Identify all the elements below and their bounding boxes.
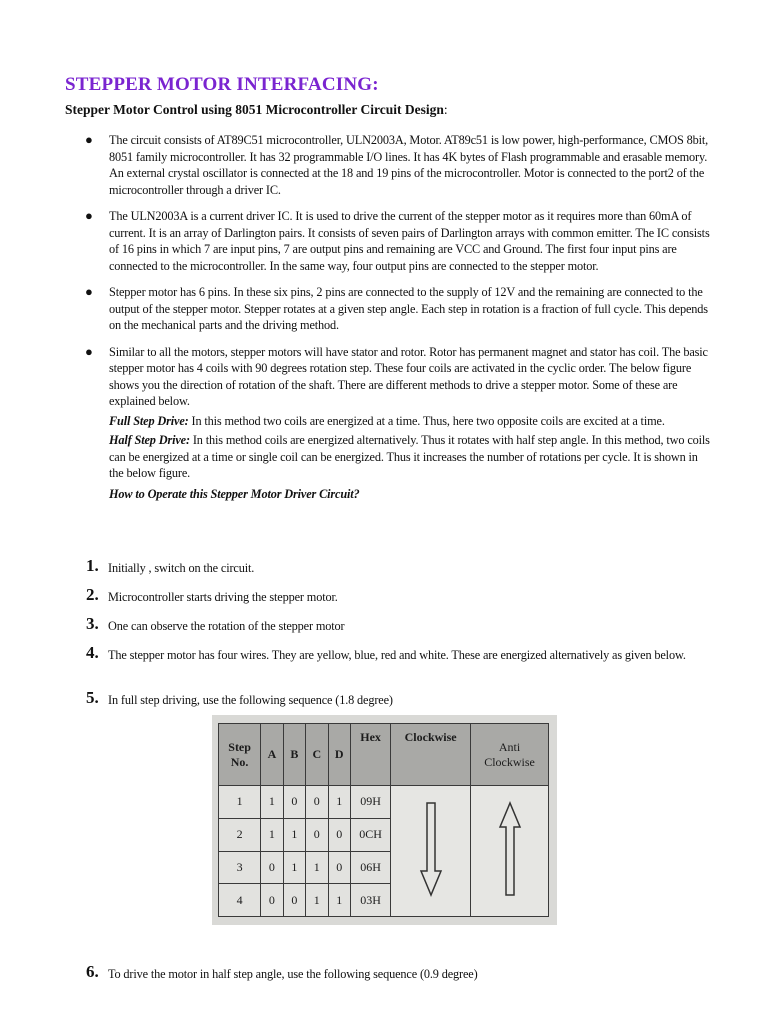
list-item — [85, 284, 710, 334]
cell-b: 1 — [283, 851, 305, 884]
step-number: 5. — [86, 688, 99, 707]
cell-step: 4 — [219, 884, 261, 917]
bullet-block — [109, 344, 710, 503]
full-step-paragraph — [109, 413, 710, 430]
cell-step: 3 — [219, 851, 261, 884]
bullet-text: The circuit consists of AT89C51 microcontroller, ULN2003A, Motor. AT89c51 is low power, high-performance, CMOS 8bit, 8051 family microcontroller. It has 32 programmable I/O lines. It has 4K bytes of Flash programmable and erasable memory. An external crystal oscillator is connected at the 18 and 19 pins of the microcontroller. Motor is connected to the port2 of the microcontroller through a driver IC. — [109, 133, 709, 197]
cell-b: 1 — [283, 818, 305, 851]
cell-hex: 03H — [350, 884, 390, 917]
anti-clockwise-arrow-cell — [471, 786, 549, 917]
list-item — [86, 614, 716, 643]
full-step-sequence-table — [218, 723, 549, 917]
cell-c: 0 — [306, 818, 328, 851]
list-item — [86, 643, 716, 688]
list-item — [86, 688, 716, 717]
step-number: 6. — [86, 962, 99, 981]
header-clockwise: Clockwise — [391, 724, 471, 786]
sequence-table-image — [212, 715, 557, 925]
step-text: Microcontroller starts driving the stepper motor. — [108, 590, 338, 604]
list-item — [86, 556, 716, 585]
down-arrow-icon — [419, 801, 443, 897]
cell-a: 0 — [261, 851, 283, 884]
half-step-text: In this method coils are energized alternatively. Thus it rotates with half step angle. In this method, two coils can be energized at a time or single coil can be energized. Thus it increases the number of rotations per cycle. It is shown in the below figure. — [109, 433, 710, 480]
subtitle-colon: : — [443, 102, 448, 117]
bullet-icon: ● — [85, 343, 93, 359]
step-number: 3. — [86, 614, 99, 633]
cell-d: 1 — [328, 786, 350, 819]
step-text: In full step driving, use the following sequence (1.8 degree) — [108, 693, 393, 707]
cell-b: 0 — [283, 884, 305, 917]
list-item — [85, 344, 710, 503]
bullet-icon: ● — [85, 208, 93, 223]
cell-d: 0 — [328, 818, 350, 851]
header-b: B — [283, 724, 305, 786]
step-text: Initially , switch on the circuit. — [108, 561, 255, 575]
bullet-text: Stepper motor has 6 pins. In these six pins, 2 pins are connected to the supply of 12V and the remaining are connected to the output of the stepper motor. Stepper rotates at a given step angle. Each step in rotation is a fraction of full cycle. This depends on the mechanical parts and the driving method. — [109, 285, 708, 332]
header-anti-clockwise: Anti Clockwise — [471, 724, 549, 786]
cell-step: 2 — [219, 818, 261, 851]
table-header-row — [219, 724, 549, 786]
bullet-text: Similar to all the motors, stepper motors will have stator and rotor. Rotor has permanent magnet and stator has coil. The basic stepper motor has 4 coils with 90 degrees rotation step. These four coils are activated in the cyclic order. The below figure shows you the direction of rotation of the shaft. There are different methods to drive a stepper motor. Some of these are explained below. — [109, 344, 708, 408]
step-text: One can observe the rotation of the stepper motor — [108, 619, 345, 633]
cell-c: 1 — [306, 851, 328, 884]
half-step-paragraph — [109, 432, 710, 482]
page-subtitle — [65, 102, 448, 118]
header-d: D — [328, 724, 350, 786]
step-text: The stepper motor has four wires. They are yellow, blue, red and white. These are energized alternatively as given below. — [108, 648, 686, 662]
step-text: To drive the motor in half step angle, use the following sequence (0.9 degree) — [108, 967, 478, 981]
list-item — [85, 208, 710, 274]
how-to-heading: How to Operate this Stepper Motor Driver Circuit? — [109, 486, 360, 501]
list-item — [86, 585, 716, 614]
full-step-text: In this method two coils are energized at a time. Thus, here two opposite coils are excited at a time. — [188, 413, 665, 428]
bullet-list — [85, 132, 710, 512]
up-arrow-icon — [498, 801, 522, 897]
cell-a: 1 — [261, 818, 283, 851]
list-item — [85, 132, 710, 198]
list-item — [86, 962, 716, 983]
page-title: STEPPER MOTOR INTERFACING: — [65, 74, 379, 95]
cell-d: 1 — [328, 884, 350, 917]
subtitle-text: Stepper Motor Control using 8051 Microcontroller Circuit Design — [65, 102, 444, 117]
header-c: C — [306, 724, 328, 786]
header-hex: Hex — [350, 724, 390, 786]
bullet-icon: ● — [85, 284, 93, 299]
table-row — [219, 786, 549, 819]
cell-c: 1 — [306, 884, 328, 917]
cell-c: 0 — [306, 786, 328, 819]
cell-a: 1 — [261, 786, 283, 819]
header-a: A — [261, 724, 283, 786]
full-step-label: Full Step Drive: — [109, 413, 189, 428]
clockwise-arrow-cell — [391, 786, 471, 917]
cell-hex: 06H — [350, 851, 390, 884]
cell-hex: 09H — [350, 786, 390, 819]
cell-step: 1 — [219, 786, 261, 819]
step-number: 1. — [86, 556, 99, 575]
step-number: 2. — [86, 585, 99, 604]
cell-hex: 0CH — [350, 818, 390, 851]
numbered-steps-continued — [86, 962, 716, 983]
half-step-label: Half Step Drive: — [109, 433, 190, 447]
step-number: 4. — [86, 643, 99, 662]
cell-b: 0 — [283, 786, 305, 819]
numbered-steps — [86, 556, 716, 717]
cell-d: 0 — [328, 851, 350, 884]
cell-a: 0 — [261, 884, 283, 917]
header-step: Step No. — [219, 724, 261, 786]
bullet-text: The ULN2003A is a current driver IC. It is used to drive the current of the stepper motor as it requires more than 60mA of current. It is an array of Darlington pairs. It consists of seven pairs of Darlington arrays with common emitter. The IC consists of 16 pins in which 7 are input pins, 7 are output pins and remaining are VCC and Ground. The first four input pins are connected to the microcontroller. In the same way, four output pins are connected to the stepper motor. — [109, 209, 710, 273]
bullet-icon: ● — [85, 132, 93, 147]
